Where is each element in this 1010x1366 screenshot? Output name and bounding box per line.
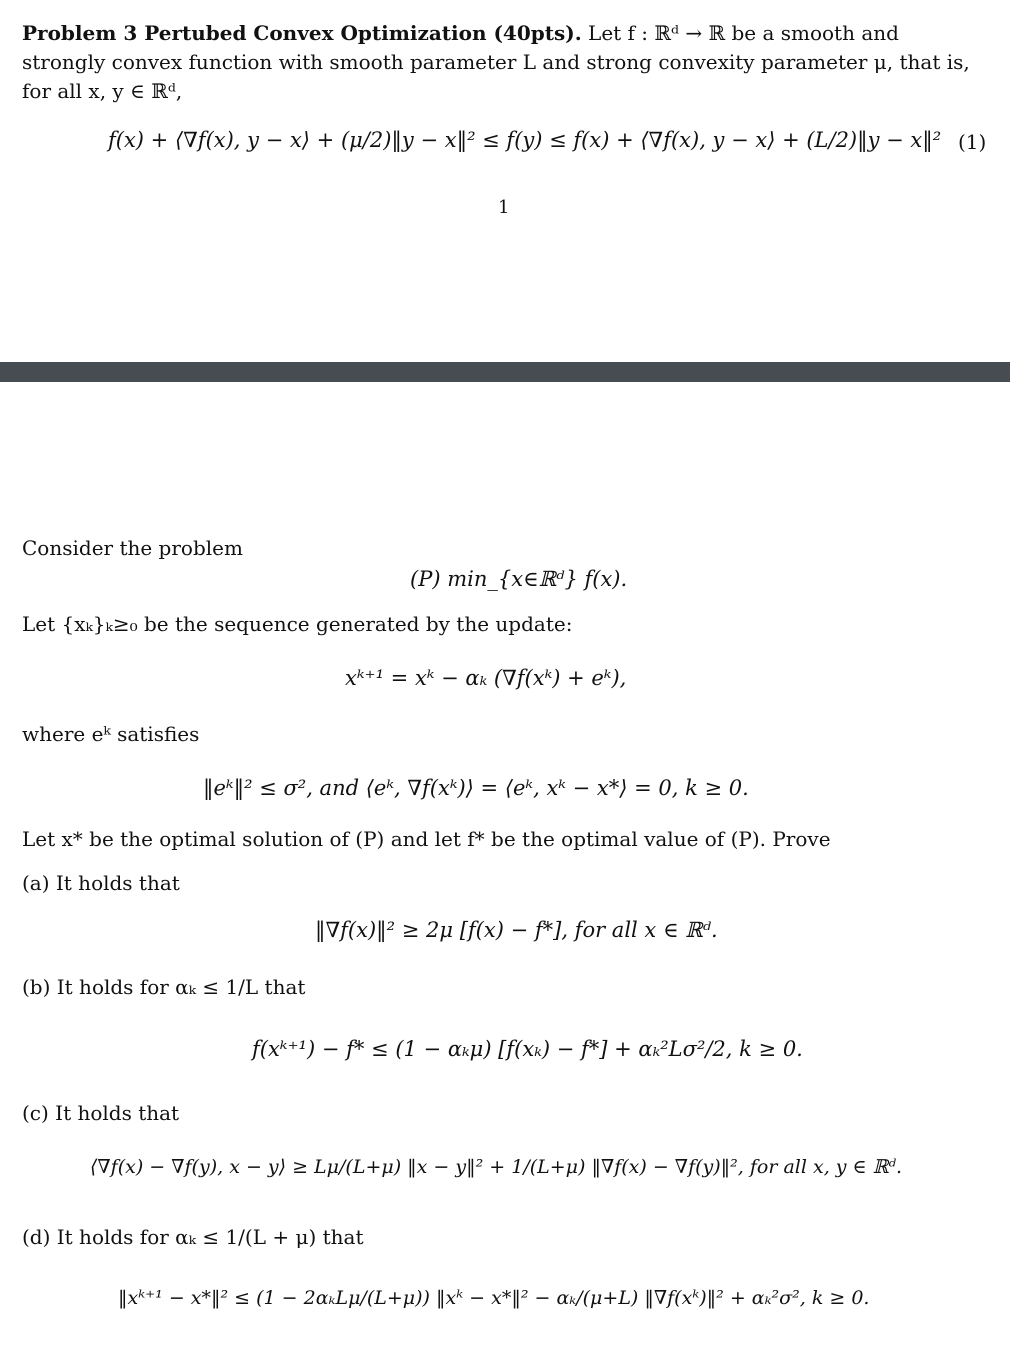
page-number: 1 xyxy=(498,197,510,218)
page-2 xyxy=(0,382,1010,1366)
problem-statement xyxy=(22,19,988,106)
part-d-label: (d) It holds for αₖ ≤ 1/(L + μ) that xyxy=(22,1225,364,1249)
part-a-equation: ‖∇f(x)‖² ≥ 2μ [f(x) − f*], for all x ∈ ℝᵈ. xyxy=(315,918,718,942)
part-a-label: (a) It holds that xyxy=(22,871,180,895)
problem-title: Problem 3 Pertubed Convex Optimization (40pts). xyxy=(22,21,582,45)
page-1 xyxy=(0,0,1010,362)
update-equation: xᵏ⁺¹ = xᵏ − αₖ (∇f(xᵏ) + eᵏ), xyxy=(345,666,627,690)
equation-1: f(x) + ⟨∇f(x), y − x⟩ + (μ/2)‖y − x‖² ≤ f(y) ≤ f(x) + ⟨∇f(x), y − x⟩ + (L/2)‖y − x‖² xyxy=(108,128,942,152)
equation-1-label: (1) xyxy=(958,130,987,154)
part-b-equation: f(xᵏ⁺¹) − f* ≤ (1 − αₖμ) [f(xₖ) − f*] + αₖ²Lσ²/2, k ≥ 0. xyxy=(252,1037,803,1061)
part-b-label: (b) It holds for αₖ ≤ 1/L that xyxy=(22,975,306,999)
sequence-text: Let {xₖ}ₖ≥₀ be the sequence generated by the update: xyxy=(22,612,573,636)
intro-line-1: Let f : ℝᵈ → ℝ be a smooth and xyxy=(588,21,899,45)
intro-line-2: strongly convex function with smooth parameter L and strong convexity parameter μ, that is, xyxy=(22,50,970,74)
part-c-equation: ⟨∇f(x) − ∇f(y), x − y⟩ ≥ Lμ/(L+μ) ‖x − y‖² + 1/(L+μ) ‖∇f(x) − ∇f(y)‖², for all x, y ∈ ℝᵈ. xyxy=(90,1156,903,1178)
noise-equation: ‖eᵏ‖² ≤ σ², and ⟨eᵏ, ∇f(xᵏ)⟩ = ⟨eᵏ, xᵏ − x*⟩ = 0, k ≥ 0. xyxy=(203,776,749,800)
part-c-label: (c) It holds that xyxy=(22,1101,180,1125)
part-d-equation: ‖xᵏ⁺¹ − x*‖² ≤ (1 − 2αₖLμ/(L+μ)) ‖xᵏ − x*‖² − αₖ/(μ+L) ‖∇f(xᵏ)‖² + αₖ²σ², k ≥ 0. xyxy=(118,1287,870,1309)
consider-text: Consider the problem xyxy=(22,536,243,560)
page-separator xyxy=(0,362,1010,382)
where-text: where eᵏ satisfies xyxy=(22,722,200,746)
intro-line-3: for all x, y ∈ ℝᵈ, xyxy=(22,79,183,103)
problem-P: (P) min_{x∈ℝᵈ} f(x). xyxy=(410,567,628,591)
optimal-text: Let x* be the optimal solution of (P) and let f* be the optimal value of (P). Prove xyxy=(22,827,831,851)
